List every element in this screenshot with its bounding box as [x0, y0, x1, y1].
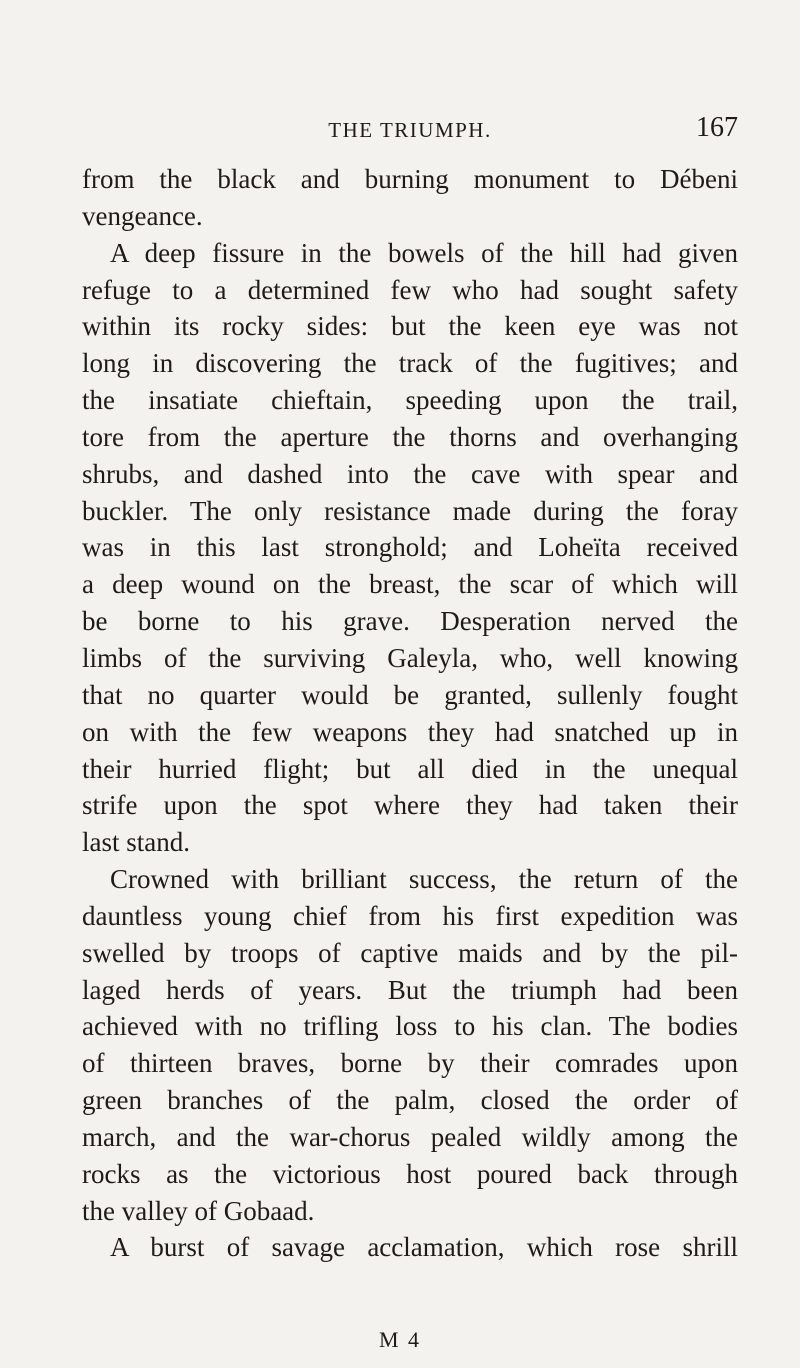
text-line: refuge to a determined few who had sought safety — [82, 274, 738, 305]
text-line: buckler. The only resistance made during the foray — [82, 495, 738, 526]
running-title: THE TRIUMPH. — [328, 118, 492, 142]
text-line: was in this last stronghold; and Loheïta received — [82, 532, 738, 563]
text-line: that no quarter would be granted, sullenly fought — [82, 679, 738, 710]
running-head — [82, 110, 738, 150]
text-line: last stand. — [82, 827, 190, 858]
text-line: the valley of Gobaad. — [82, 1195, 315, 1226]
text-line: of thirteen braves, borne by their comrades upon — [82, 1048, 738, 1079]
text-line: be borne to his grave. Desperation nerved the — [82, 606, 738, 637]
text-line: green branches of the palm, closed the order of — [82, 1085, 738, 1116]
text-line: their hurried flight; but all died in the unequal — [82, 753, 738, 784]
text-line: a deep wound on the breast, the scar of which will — [82, 569, 738, 600]
text-line: A deep fissure in the bowels of the hill had given — [110, 237, 738, 268]
text-line: rocks as the victorious host poured back through — [82, 1158, 738, 1189]
text-line: limbs of the surviving Galeyla, who, well knowing — [82, 642, 738, 673]
text-line: achieved with no trifling loss to his clan. The bodies — [82, 1011, 738, 1042]
text-line: shrubs, and dashed into the cave with spear and — [82, 458, 738, 489]
text-line: Crowned with brilliant success, the return of the — [110, 864, 738, 895]
text-line: tore from the aperture the thorns and overhanging — [82, 421, 738, 452]
text-line: the insatiate chieftain, speeding upon the trail, — [82, 385, 738, 416]
text-line: A burst of savage acclamation, which rose shrill — [110, 1232, 738, 1263]
text-line: on with the few weapons they had snatched up in — [82, 716, 738, 747]
text-line: strife upon the spot where they had taken their — [82, 790, 738, 821]
text-line: from the black and burning monument to Débeni — [82, 164, 738, 194]
text-line: laged herds of years. But the triumph had been — [82, 974, 738, 1005]
body-text — [82, 161, 738, 1266]
text-line: march, and the war-chorus pealed wildly among the — [82, 1121, 738, 1152]
signature-mark: M 4 — [378, 1327, 422, 1352]
page-number: 167 — [696, 112, 738, 143]
text-line: swelled by troops of captive maids and by the pil- — [82, 937, 738, 968]
text-line: within its rocky sides: but the keen eye was not — [82, 311, 738, 342]
text-line: long in discovering the track of the fugitives; and — [82, 348, 738, 379]
text-line: vengeance. — [82, 200, 203, 231]
text-line: dauntless young chief from his first expedition was — [82, 900, 738, 931]
